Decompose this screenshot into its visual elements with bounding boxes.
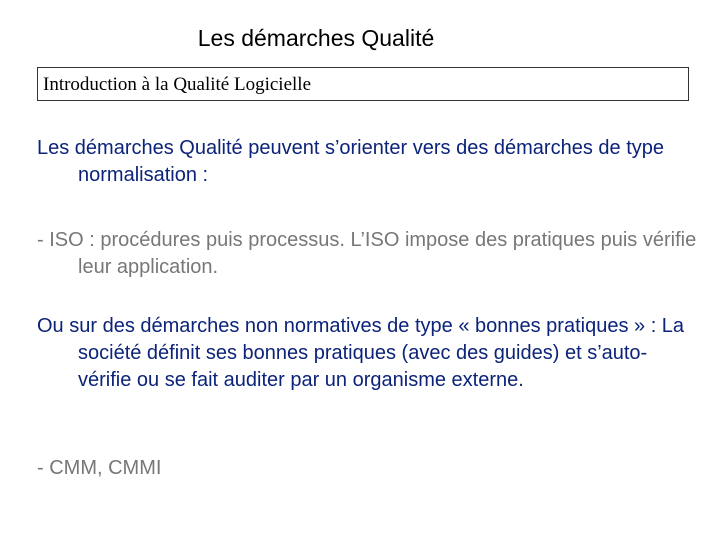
cmm-paragraph: - CMM, CMMI xyxy=(37,457,162,479)
slide-title: Les démarches Qualité xyxy=(197,25,435,51)
intro-paragraph: Les démarches Qualité peuvent s’orienter vers des démarches de type normalisation : xyxy=(37,137,665,186)
iso-paragraph: - ISO : procédures puis processus. L’ISO impose des pratiques puis vérifie leur application. xyxy=(37,229,697,278)
subtitle-text: Introduction à la Qualité Logicielle xyxy=(43,74,312,95)
good-practices-paragraph: Ou sur des démarches non normatives de type « bonnes pratiques » : La société définit ses bonnes pratiques (avec des guides) et s’auto-vérifie ou se fait auditer par un organisme externe. xyxy=(37,315,685,391)
subtitle-box xyxy=(37,67,689,101)
